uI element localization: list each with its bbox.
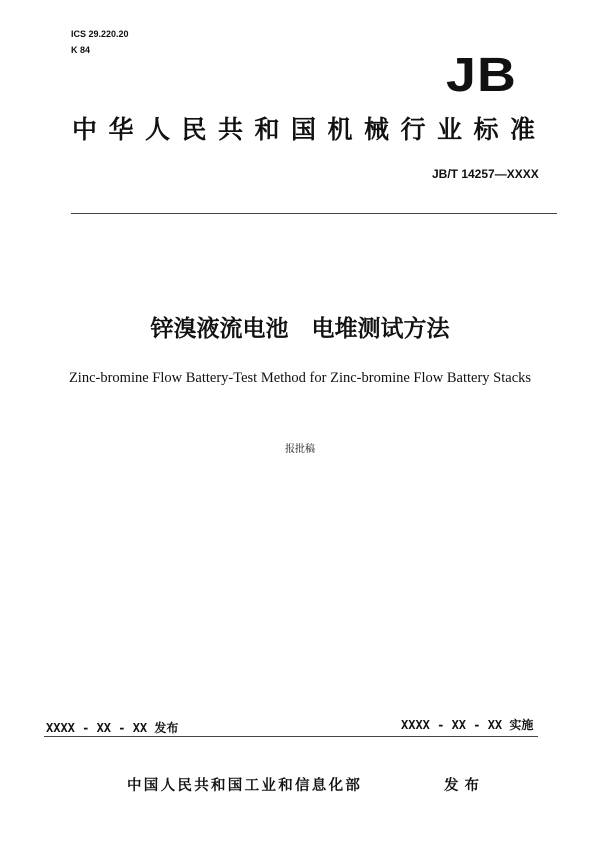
document-title-chinese: 锌溴液流电池 电堆测试方法 [150, 316, 450, 342]
footer-divider [44, 736, 538, 737]
document-title-english: Zinc-bromine Flow Battery-Test Method for Zinc-bromine Flow Battery Stacks [68, 370, 532, 386]
issue-date: XXXX - XX - XX 发布 [46, 721, 179, 735]
ccs-code: K 84 [71, 45, 91, 55]
header-divider [71, 213, 557, 214]
jb-logo: JB [446, 49, 517, 102]
publisher-name: 中国人民共和国工业和信息化部 [127, 778, 363, 794]
publish-label: 发布 [444, 778, 485, 794]
standard-number: JB/T 14257—XXXX [432, 167, 539, 181]
standard-category-title: 中华人民共和国机械行业标准 [72, 115, 547, 144]
draft-stage-label: 报批稿 [285, 444, 315, 455]
ics-code: ICS 29.220.20 [71, 29, 129, 39]
implementation-date: XXXX - XX - XX 实施 [401, 718, 534, 732]
